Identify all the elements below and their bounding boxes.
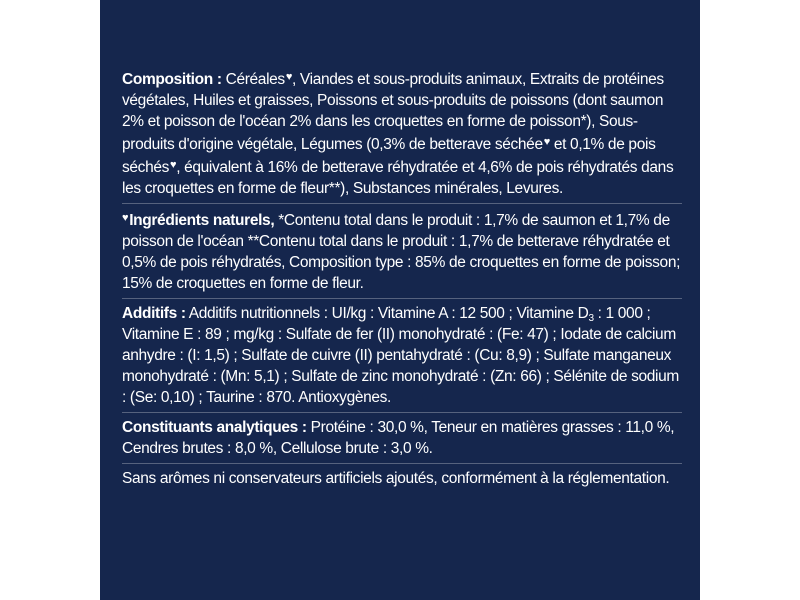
additives-text-1: Additifs nutritionnels : UI/kg : Vitamine A : 12 500 ; Vitamine D [185,305,589,322]
divider [122,463,682,464]
heart-icon: ♥ [170,159,177,171]
footer-paragraph: Sans arômes ni conservateurs artificiels ajoutés, conformément à la réglementation. [122,470,670,487]
analytical-constituents-label: Constituants analytiques : [122,419,307,436]
natural-ingredients-text: *Contenu total dans le produit : 1,7% de saumon et 1,7% de poisson de l'océan **Contenu total dans le produit : 1,7% de betterave réhydratée et 0,5% de pois réhydratés, Composition type : 85% de croquettes en forme de poisson; 15% de croquettes en forme de fleur. [122,212,681,292]
vitamin-d-subscript: 3 [588,313,594,324]
divider [122,298,682,299]
composition-label: Composition : [122,71,222,88]
natural-ingredients-label: Ingrédients naturels, [129,212,275,229]
additives-paragraph [122,303,682,408]
divider [122,412,682,413]
composition-text-1: Céréales [221,71,285,88]
composition-text-2: , Viandes et sous-produits animaux, Extraits de protéines végétales, Huiles et graisses, Poissons et sous-produits de poissons (dont saumon 2% et poisson de l'océan 2% dans les croquettes en forme de poisson*), Sous-produits d'origine végétale, Légumes (0,3% de betterave séchée [122,71,664,153]
composition-text-3: et 0,1% de pois séchés [122,136,656,176]
additives-label: Additifs : [122,305,186,322]
divider [122,203,682,204]
additives-text-2: : 1 000 ; Vitamine E : 89 ; mg/kg : Sulfate de fer (II) monohydraté : (Fe: 47) ; Iodate de calcium anhydre : (I: 1,5) ; Sulfate de cuivre (II) pentahydraté : (Cu: 8,9) ; Sulfate manganeux monohydraté : (Mn: 5,1) ; Sulfate de zinc monohydraté : (Zn: 66) ; Sélénite de sodium : (Se: 0,10) ; Taurine : 870. Antioxygènes. [122,305,679,406]
natural-ingredients-paragraph [122,208,682,294]
label-panel [100,0,700,600]
ingredients-text-block [122,67,682,489]
analytical-constituents-paragraph [122,417,682,459]
heart-icon: ♥ [543,136,550,148]
analytical-constituents-text: Protéine : 30,0 %, Teneur en matières grasses : 11,0 %, Cendres brutes : 8,0 %, Cellulose brute : 3,0 %. [122,419,675,457]
composition-paragraph [122,67,682,199]
heart-icon: ♥ [285,71,293,83]
composition-text-4: , équivalent à 16% de betterave réhydratée et 4,6% de pois réhydratés dans les croquettes en forme de fleur**), Substances minérales, Levures. [122,159,674,197]
heart-icon: ♥ [122,212,129,224]
